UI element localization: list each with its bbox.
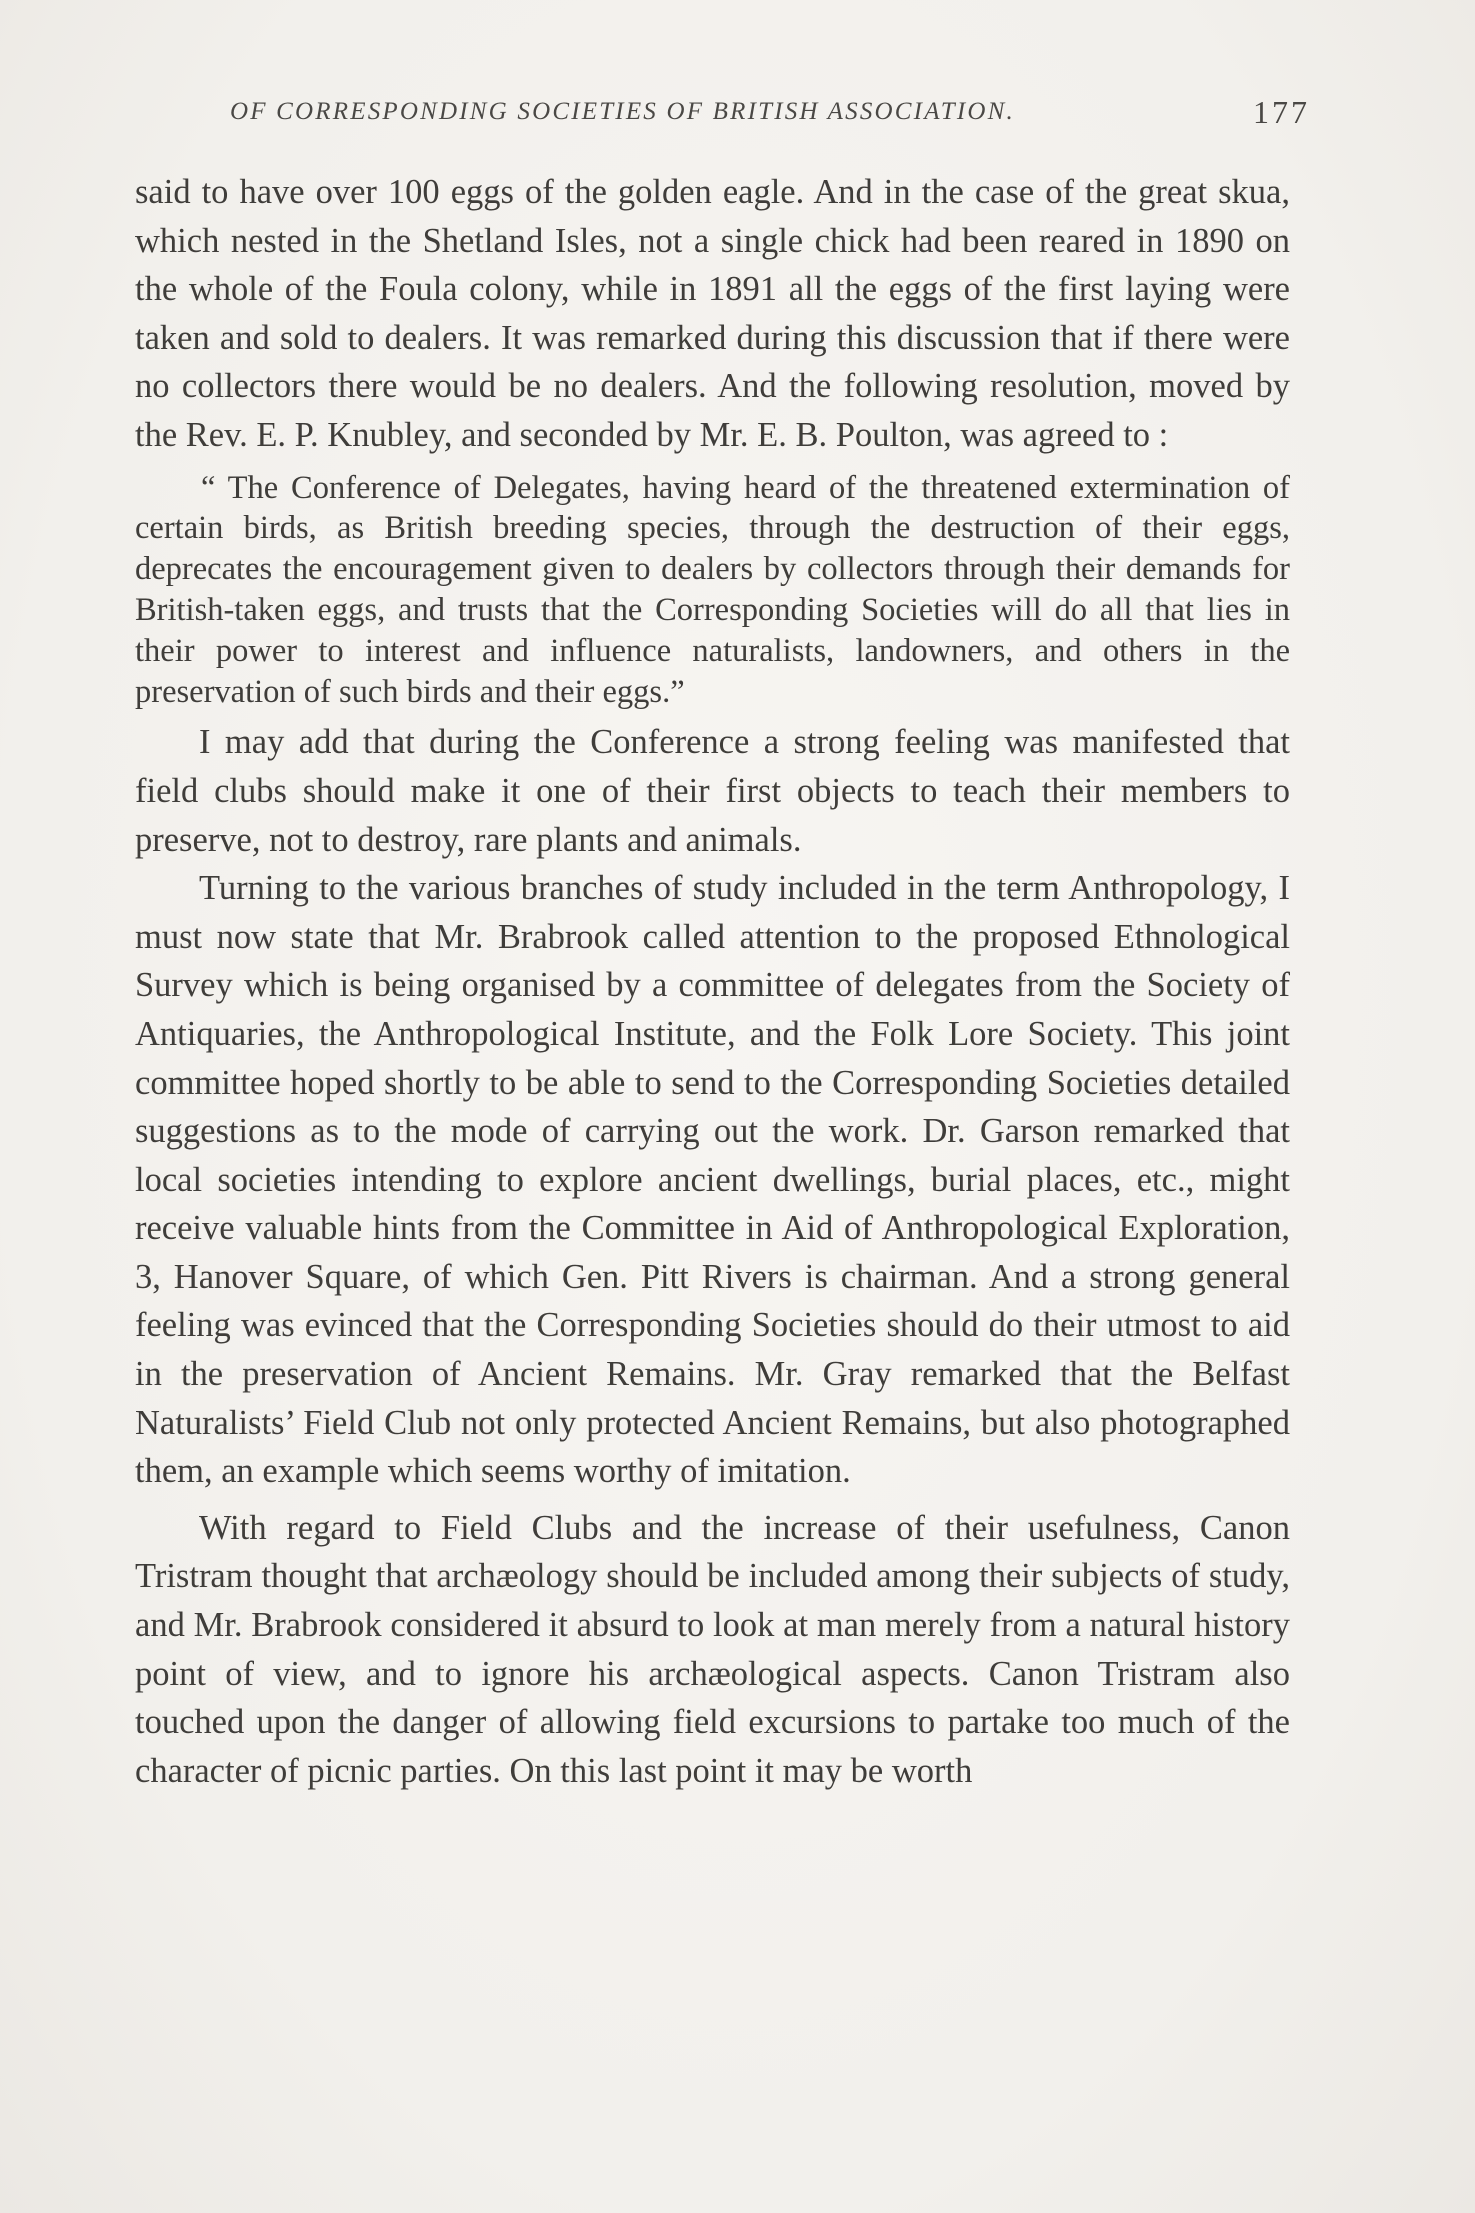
resolution-quote: “ The Conference of Delegates, having heard of the threatened extermination of certain birds, as British breeding species, through the destruction of their eggs, deprecates the encouragement given to dealers by collectors through their demands for British-taken eggs, and trusts that the Corresponding Societies will do all that lies in their power to interest and influence naturalists, landowners, and others in the preservation of such birds and their eggs.”: [135, 469, 1290, 710]
paragraph-anthropology: Turning to the various branches of study included in the term Anthropology, I must now state that Mr. Brabrook called attention to the proposed Ethnological Survey which is being organised by a committee of delegates from the Society of Antiquaries, the Anthropological Institute, and the Folk Lore Society. This joint committee hoped shortly to be able to send to the Corresponding Societies detailed suggestions as to the mode of carrying out the work. Dr. Garson remarked that local societies intending to explore ancient dwellings, burial places, etc., might receive valuable hints from the Committee in Aid of Anthropological Exploration, 3, Hanover Square, of which Gen. Pitt Rivers is chairman. And a strong general feeling was evinced that the Corresponding Societies should do their utmost to aid in the preservation of Ancient Remains. Mr. Gray remarked that the Belfast Naturalists’ Field Club not only protected Ancient Remains, but also photographed them, an example which seems worthy of imitation.: [135, 869, 1290, 1491]
paragraph-field-clubs: I may add that during the Conference a strong feeling was manifested that field clubs should make it one of their first objects to teach their members to preserve, not to destroy, rare plants and animals.: [135, 723, 1290, 859]
paragraph-continuation: said to have over 100 eggs of the golden eagle. And in the case of the great skua, which nested in the Shetland Isles, not a single chick had been reared in 1890 on the whole of the Foula colony, while in 1891 all the eggs of the first laying were taken and sold to dealers. It was remarked during this discussion that if there were no collectors there would be no dealers. And the following resolution, moved by the Rev. E. P. Knubley, and seconded by Mr. E. B. Poulton, was agreed to :: [135, 173, 1290, 454]
body-text: [135, 168, 1290, 1795]
page-number: 177: [1253, 94, 1310, 130]
running-title: OF CORRESPONDING SOCIETIES OF BRITISH ASSOCIATION.: [230, 98, 1015, 125]
paragraph-archaeology: With regard to Field Clubs and the increase of their usefulness, Canon Tristram thought that archæology should be included among their subjects of study, and Mr. Brabrook considered it absurd to look at man merely from a natural history point of view, and to ignore his archæological aspects. Canon Tristram also touched upon the danger of allowing field excursions to partake too much of the character of picnic parties. On this last point it may be worth: [135, 1508, 1290, 1790]
running-header: [230, 94, 1310, 130]
